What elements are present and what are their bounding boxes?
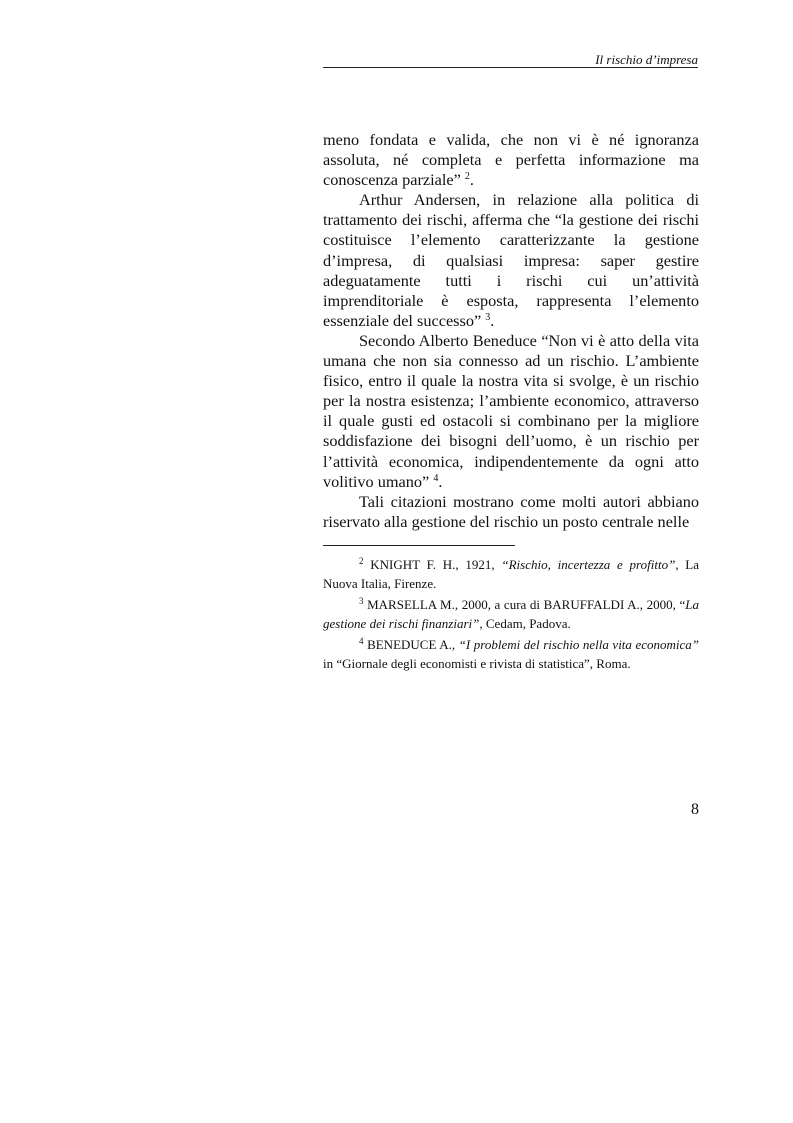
footnote-ref-3[interactable]: 3 [485,311,491,323]
footnotes [323,555,699,675]
footnote-rule [323,545,515,546]
paragraph-4: Tali citazioni mostrano come molti autori abbiano riservato alla gestione del rischio un posto centrale nelle [323,491,699,531]
header-rule [323,67,698,68]
footnote-4: $^4$ BENEDUCE A., “I problemi del rischio nella vita economica” in “Giornale degli economisti e rivista di statistica”, Roma. [323,636,700,671]
page-number: 8 [691,801,699,818]
footnote-ref-2[interactable]: 2 [464,171,470,183]
body-text [323,130,699,532]
footnote-3: $^3$ MARSELLA M., 2000, a cura di BARUFFALDI A., 2000, “La gestione dei rischi finanziari”, Cedam, Padova. [323,596,699,631]
running-header: Il rischio d’impresa [595,52,698,67]
paragraph-2: Arthur Andersen, in relazione alla politica di trattamento dei rischi, afferma che “la gestione dei rischi costituisce l’elemento caratterizzante la gestione d’impresa, di qualsiasi impresa: saper gestire adeguatamente tutti i rischi cui un’attività imprenditoriale è esposta, rappresenta l’elemento essenziale del successo” $^3$. [323,190,699,330]
paragraph-3: Secondo Alberto Beneduce “Non vi è atto della vita umana che non sia connesso ad un rischio. L’ambiente fisico, entro il quale la nostra vita si svolge, è un rischio per la nostra esistenza; l’ambiente economico, attraverso il quale gusti ed ostacoli si combinano per la migliore soddisfazione dei bisogni dell’uomo, è un rischio per l’attività economica, indipendentemente da ogni atto volitivo umano” $^4$. [323,330,699,491]
paragraph-1: meno fondata e valida, che non vi è né ignoranza assoluta, né completa e perfetta informazione ma conoscenza parziale” $^2$. [323,130,699,190]
footnote-ref-4[interactable]: 4 [433,472,439,484]
footnote-2: $^2$ KNIGHT F. H., 1921, “Rischio, incertezza e profitto”, La Nuova Italia, Firenze. [323,556,700,591]
